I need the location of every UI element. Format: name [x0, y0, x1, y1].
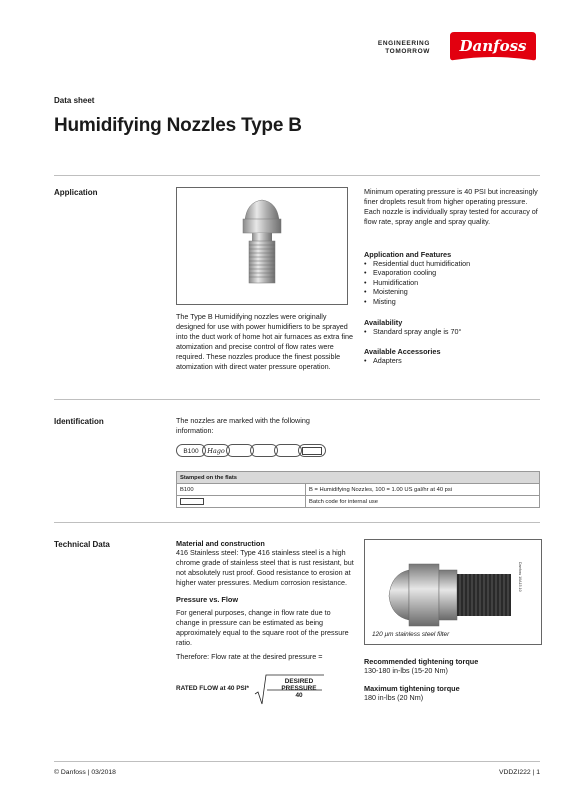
- min-pressure-text: Minimum operating pressure is 40 PSI but increasingly finer droplets result from higher operating pressure. Each nozzle is individually spray tested for accuracy of flow rate, spray angle and spray quality.: [364, 187, 538, 226]
- pvf-text: For general purposes, change in flow rate due to change in pressure can be estimated as being approximately equal to the square root of the pressure ratio.: [176, 608, 349, 647]
- page-title: Humidifying Nozzles Type B: [54, 115, 302, 136]
- list-item: • Misting: [364, 297, 540, 306]
- therefore-text: Therefore: Flow rate at the desired pressure =: [176, 652, 323, 661]
- pvf-heading: Pressure vs. Flow: [176, 595, 239, 604]
- figure-caption: 120 µm stainless steel filter: [372, 631, 450, 638]
- availability-heading: Availability: [364, 318, 403, 327]
- table-cell: B100: [177, 484, 306, 496]
- torque-value: 130-180 in-lbs (15-20 Nm): [364, 666, 448, 675]
- doc-type: Data sheet: [54, 96, 95, 105]
- list-item: • Humidification: [364, 278, 540, 287]
- table-cell: [177, 496, 306, 508]
- material-text: 416 Stainless steel: Type 416 stainless steel is a high chrome grade of stainless steel that is rust resistant, but not absolutely rust proof. Good resistance to erosion at higher water pressures. Medium corrosion resistance.: [176, 548, 354, 587]
- technical-text-column: [176, 539, 354, 662]
- figure-code: Danfoss 10A15.10: [518, 562, 522, 592]
- section-divider: [54, 522, 540, 523]
- nozzle-illustration: [177, 188, 347, 304]
- list-item: • Moistening: [364, 287, 540, 296]
- batch-code-box: [180, 498, 204, 505]
- nozzle-photo: [176, 187, 348, 305]
- formula-numerator: DESIRED PRESSURE: [281, 678, 317, 692]
- features-heading: Application and Features: [364, 250, 452, 259]
- features-list: [364, 259, 540, 306]
- stamp-code: B100: [176, 444, 206, 457]
- stamp-brand: Hago: [202, 444, 230, 457]
- list-item: • Evaporation cooling: [364, 268, 540, 277]
- flow-formula: [176, 672, 356, 712]
- stamp-table-wrap: [176, 471, 540, 508]
- table-row: [177, 496, 540, 508]
- torque-heading: Recommended tightening torque: [364, 657, 479, 666]
- danfoss-logo: [448, 26, 538, 66]
- section-label-identification: Identification: [54, 417, 104, 426]
- tagline-line1: ENGINEERING: [377, 40, 430, 47]
- table-cell: Batch code for internal use: [306, 496, 540, 508]
- section-label-technical: Technical Data: [54, 540, 110, 549]
- table-row: [177, 484, 540, 496]
- list-item: • Standard spray angle is 70°: [364, 327, 540, 336]
- section-label-application: Application: [54, 188, 98, 197]
- section-divider: [54, 399, 540, 400]
- section-divider: [54, 175, 540, 176]
- table-header: Stamped on the flats: [177, 472, 540, 484]
- accessories-block: [364, 347, 540, 365]
- footer-left: © Danfoss | 03/2018: [54, 769, 116, 776]
- stamp-batch-flat: [298, 444, 326, 457]
- identification-text: The nozzles are marked with the following information:: [176, 416, 310, 435]
- list-item: • Residential duct humidification: [364, 259, 540, 268]
- application-description: The Type B Humidifying nozzles were originally designed for use with power humidifiers to be sprayed into the duct work of home hot air furnaces as extra fine atomization and precise control of flow rates were required. These nozzles produce the finest possible atomization with direct water pressure operation.: [176, 312, 353, 371]
- torque-block: [364, 657, 540, 703]
- logo-text: Danfoss: [459, 37, 527, 55]
- formula-denominator: 40: [295, 692, 303, 699]
- stamp-diagram: [176, 444, 326, 458]
- tagline: [378, 40, 430, 56]
- list-item: • Adapters: [364, 356, 540, 365]
- table-cell: B = Humidifying Nozzles, 100 = 1.00 US gal/hr at 40 psi: [306, 484, 540, 496]
- availability-block: [364, 318, 540, 336]
- nozzle-filter-illustration: [365, 540, 541, 644]
- table-header-row: [177, 472, 540, 484]
- formula-left: RATED FLOW at 40 PSI*: [176, 685, 250, 692]
- stamp-table: [176, 471, 540, 508]
- filter-figure: [364, 539, 542, 645]
- footer-divider: [54, 761, 540, 762]
- footer-right: VDDZI222 | 1: [498, 769, 540, 776]
- material-heading: Material and construction: [176, 539, 265, 548]
- features-block: [364, 250, 540, 306]
- max-torque-heading: Maximum tightening torque: [364, 684, 460, 693]
- tagline-line2: TOMORROW: [385, 48, 430, 55]
- accessories-heading: Available Accessories: [364, 347, 441, 356]
- max-torque-value: 180 in-lbs (20 Nm): [364, 693, 424, 702]
